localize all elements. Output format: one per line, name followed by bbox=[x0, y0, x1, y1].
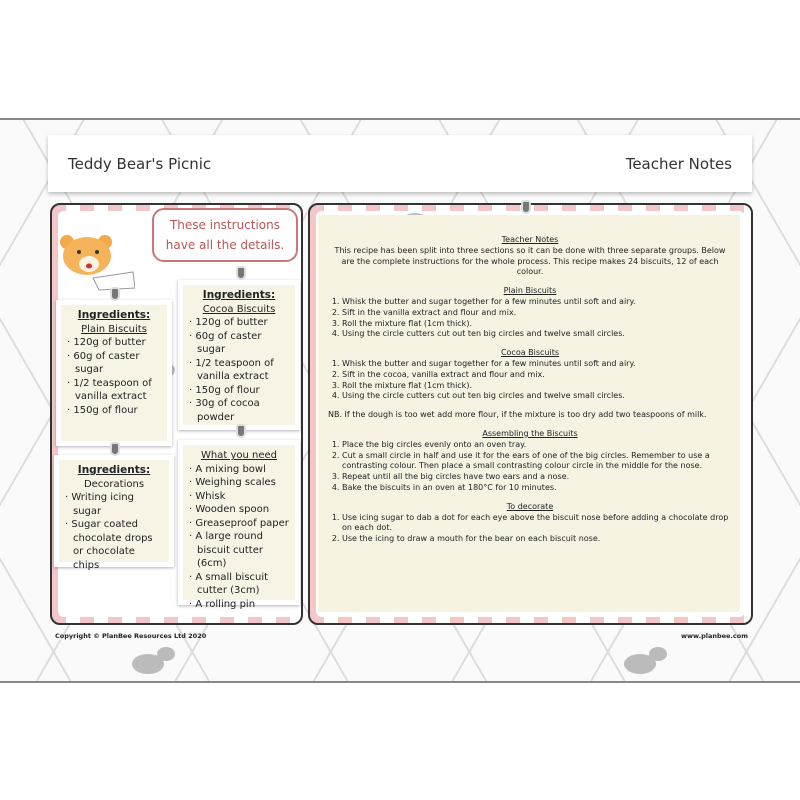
step: 1. Use icing sugar to dab a dot for each eye above the biscuit nose before adding a chocolate drop on each dot. bbox=[342, 513, 732, 535]
section-heading: To decorate bbox=[506, 501, 554, 511]
plain-ingredients-card bbox=[56, 300, 172, 446]
page-header bbox=[48, 135, 752, 192]
step: 1. Whisk the butter and sugar together for a few minutes until soft and airy. bbox=[342, 359, 732, 370]
list-item: · Sugar coated chocolate drops or chocolate chips bbox=[65, 518, 163, 572]
pin-icon bbox=[236, 424, 246, 438]
pin-icon bbox=[110, 442, 120, 456]
card-heading: Ingredients: bbox=[202, 289, 276, 301]
card-subheading: Cocoa Biscuits bbox=[202, 303, 276, 315]
card-heading: Ingredients: bbox=[77, 309, 151, 321]
step: 2. Use the icing to draw a mouth for the bear on each biscuit nose. bbox=[342, 534, 732, 545]
list-item: · Writing icing sugar bbox=[65, 491, 163, 518]
card-heading: What you need bbox=[201, 450, 277, 461]
bee-icon bbox=[620, 640, 670, 680]
list-item: · 120g of butter bbox=[189, 316, 289, 330]
step: 3. Repeat until all the big circles have two ears and a nose. bbox=[342, 472, 732, 483]
notes-intro: This recipe has been split into three sections so it can be done with three separate groups. Below are the complete instructions for the whole process. This recipe makes 24 biscuits, 12 of each colour. bbox=[334, 245, 726, 277]
step: 1. Place the big circles evenly onto an oven tray. bbox=[342, 440, 732, 451]
pin-icon bbox=[110, 287, 120, 301]
step: 3. Roll the mixture flat (1cm thick). bbox=[342, 319, 732, 330]
list-item: · Wooden spoon bbox=[189, 503, 289, 517]
equipment-card bbox=[178, 440, 300, 610]
step: 4. Using the circle cutters cut out ten big circles and twelve small circles. bbox=[342, 391, 732, 402]
step: 4. Bake the biscuits in an oven at 180°C for 10 minutes. bbox=[342, 483, 732, 494]
step: 2. Sift in the vanilla extract and flour and mix. bbox=[342, 308, 732, 319]
copyright: Copyright © PlanBee Resources Ltd 2020 bbox=[55, 632, 207, 640]
card-heading: Ingredients: bbox=[77, 464, 151, 476]
page-subtitle: Teacher Notes bbox=[625, 154, 732, 173]
section-heading: Cocoa Biscuits bbox=[500, 348, 560, 358]
list-item: · A large round biscuit cutter (6cm) bbox=[189, 530, 289, 571]
step: 4. Using the circle cutters cut out ten big circles and twelve small circles. bbox=[342, 329, 732, 340]
list-item: · 60g of caster sugar bbox=[67, 350, 161, 377]
decorations-card bbox=[54, 455, 174, 571]
list-item: · 1/2 teaspoon of vanilla extract bbox=[189, 357, 289, 384]
list-item: · 150g of flour bbox=[189, 384, 289, 398]
speech-bubble: These instructions have all the details. bbox=[152, 208, 298, 262]
card-subheading: Plain Biscuits bbox=[81, 323, 147, 335]
list-item: · A rolling pin bbox=[189, 598, 289, 612]
list-item: · A small biscuit cutter (3cm) bbox=[189, 571, 289, 598]
card-subheading: Decorations bbox=[83, 478, 145, 490]
website-link[interactable]: www.planbee.com bbox=[681, 632, 748, 640]
pin-icon bbox=[236, 266, 246, 280]
teacher-notes bbox=[318, 215, 740, 612]
cocoa-ingredients-card bbox=[178, 280, 300, 430]
bee-icon bbox=[128, 640, 178, 680]
notes-title: Teacher Notes bbox=[501, 235, 559, 244]
list-item: · 120g of butter bbox=[67, 336, 161, 350]
step: 3. Roll the mixture flat (1cm thick). bbox=[342, 381, 732, 392]
pin-icon bbox=[521, 200, 531, 214]
nb-note: NB. If the dough is too wet add more flour, if the mixture is too dry add two teaspoons of milk. bbox=[328, 410, 707, 420]
step: 1. Whisk the butter and sugar together for a few minutes until soft and airy. bbox=[342, 297, 732, 308]
page-title: Teddy Bear's Picnic bbox=[68, 154, 212, 173]
list-item: · 1/2 teaspoon of vanilla extract bbox=[67, 377, 161, 404]
list-item: · Greaseproof paper bbox=[189, 517, 289, 531]
step: 2. Sift in the cocoa, vanilla extract and flour and mix. bbox=[342, 370, 732, 381]
list-item: · A mixing bowl bbox=[189, 463, 289, 477]
section-heading: Assembling the Biscuits bbox=[482, 428, 578, 438]
list-item: · 60g of caster sugar bbox=[189, 330, 289, 357]
step: 2. Cut a small circle in half and use it for the ears of one of the big circles. Remember to use a contrasting colour. Then place a small contrasting colour circle in the middle for the nose. bbox=[342, 451, 732, 473]
teddy-bear-icon bbox=[55, 232, 135, 292]
list-item: · 150g of flour bbox=[67, 404, 161, 418]
list-item: · 30g of cocoa powder bbox=[189, 397, 289, 424]
list-item: · Whisk bbox=[189, 490, 289, 504]
section-heading: Plain Biscuits bbox=[503, 286, 557, 296]
list-item: · Weighing scales bbox=[189, 476, 289, 490]
